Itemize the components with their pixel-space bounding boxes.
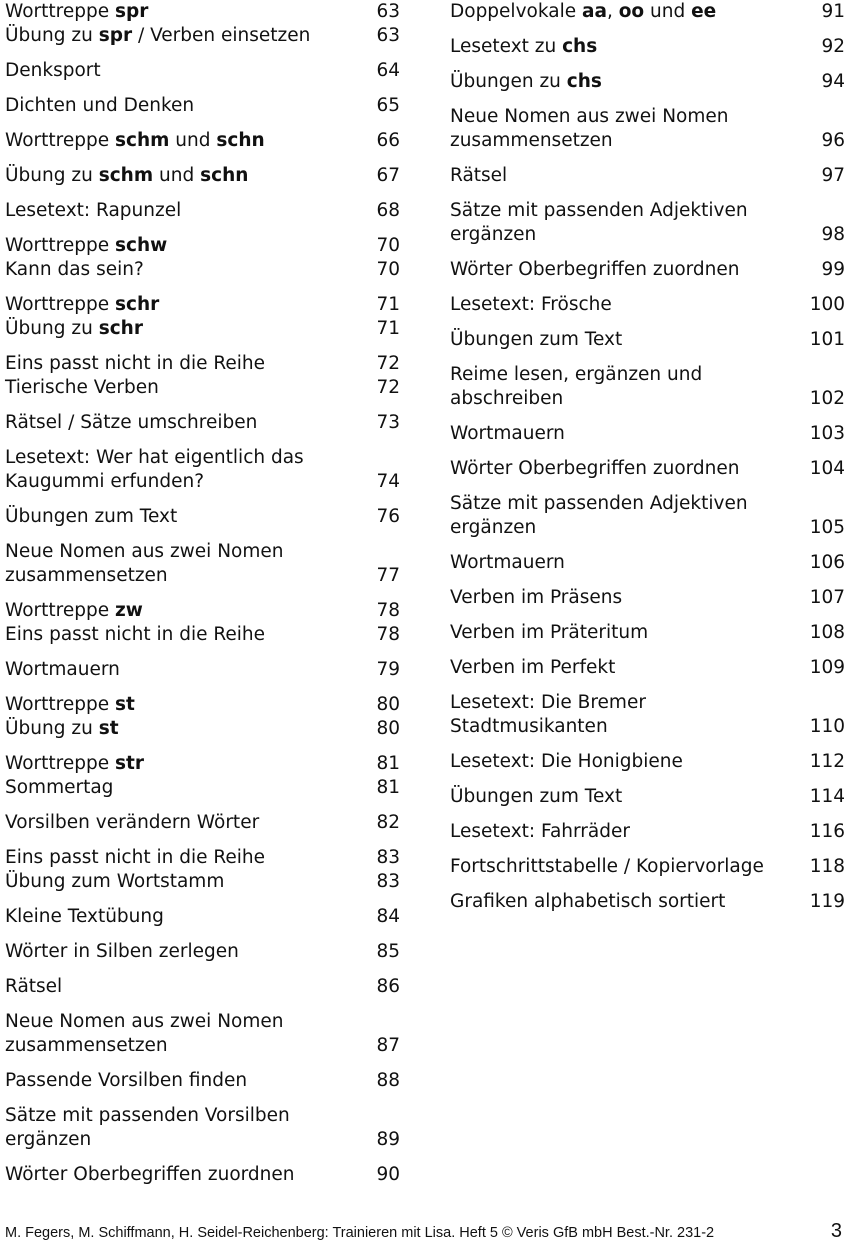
toc-entry bbox=[5, 905, 400, 929]
toc-entry-title bbox=[450, 656, 810, 680]
toc-entry-page: 79 bbox=[376, 659, 400, 680]
toc-entry-title bbox=[450, 0, 821, 24]
toc-entry bbox=[450, 551, 845, 575]
toc-entry-title bbox=[450, 363, 810, 411]
toc-entry-page: 112 bbox=[809, 751, 845, 772]
toc-entry bbox=[5, 752, 400, 776]
toc-entry-title-part: Rätsel / Sätze umschreiben bbox=[5, 412, 258, 433]
toc-entry-title-part: Sommertag bbox=[5, 777, 114, 798]
toc-entry-page: 70 bbox=[376, 235, 400, 256]
toc-entry-page: 73 bbox=[376, 412, 400, 433]
toc-entry-page: 71 bbox=[376, 318, 400, 339]
toc-entry-title-bold: schn bbox=[200, 165, 249, 186]
toc-entry-title-part: Lesetext zu bbox=[450, 36, 563, 57]
toc-entry-title-part: Lesetext: Die Bremer Stadtmusikanten bbox=[450, 692, 646, 737]
toc-entry bbox=[5, 599, 400, 623]
toc-entry-title-part: Worttreppe bbox=[5, 694, 115, 715]
toc-entry-page: 99 bbox=[821, 259, 845, 280]
toc-entry bbox=[5, 234, 400, 258]
toc-entry bbox=[450, 422, 845, 446]
toc-entry-title bbox=[450, 621, 810, 645]
toc-entry bbox=[5, 317, 400, 341]
toc-entry bbox=[5, 293, 400, 317]
toc-entry bbox=[5, 352, 400, 376]
toc-entry bbox=[5, 776, 400, 800]
toc-entry-title-part: Rätsel bbox=[5, 976, 63, 997]
toc-entry bbox=[450, 457, 845, 481]
toc-entry bbox=[5, 164, 400, 188]
toc-entry-page: 100 bbox=[809, 294, 845, 315]
toc-entry-page: 119 bbox=[809, 891, 845, 912]
toc-entry-title bbox=[5, 411, 376, 435]
toc-entry-page: 105 bbox=[809, 517, 845, 538]
toc-entry bbox=[450, 164, 845, 188]
toc-entry-page: 72 bbox=[376, 377, 400, 398]
toc-entry-title-bold: ee bbox=[691, 1, 717, 22]
toc-entry-title bbox=[5, 199, 376, 223]
toc-entry-title-part: Lesetext: Rapunzel bbox=[5, 200, 182, 221]
toc-entry-title-part: Wortmauern bbox=[450, 423, 565, 444]
toc-entry-title bbox=[5, 599, 376, 623]
toc-column-right bbox=[450, 0, 845, 925]
toc-entry-page: 87 bbox=[376, 1035, 400, 1056]
toc-entry-title bbox=[5, 540, 376, 588]
toc-entry-title-part: , bbox=[606, 1, 619, 22]
toc-entry-page: 71 bbox=[376, 294, 400, 315]
toc-entry-title bbox=[450, 258, 821, 282]
toc-entry-title-part: Eins passt nicht in die Reihe bbox=[5, 624, 266, 645]
toc-entry bbox=[450, 492, 845, 540]
toc-entry-title bbox=[5, 940, 376, 964]
toc-entry-title bbox=[5, 1163, 376, 1187]
toc-entry-title-part: Passende Vorsilben finden bbox=[5, 1070, 248, 1091]
toc-entry-title bbox=[5, 234, 376, 258]
toc-entry-page: 109 bbox=[809, 657, 845, 678]
toc-entry-title-part: Sätze mit passenden Adjektiven ergänzen bbox=[450, 493, 748, 538]
toc-entry-title bbox=[450, 199, 821, 247]
toc-entry-page: 66 bbox=[376, 130, 400, 151]
toc-entry bbox=[5, 59, 400, 83]
toc-entry-title bbox=[5, 975, 376, 999]
toc-entry-title bbox=[5, 905, 376, 929]
toc-entry-title bbox=[5, 1069, 376, 1093]
toc-entry-title-part: Neue Nomen aus zwei Nomen zusammensetzen bbox=[5, 1011, 284, 1056]
toc-entry bbox=[5, 658, 400, 682]
toc-entry-page: 84 bbox=[376, 906, 400, 927]
toc-entry-page: 108 bbox=[809, 622, 845, 643]
toc-entry-page: 107 bbox=[809, 587, 845, 608]
toc-entry-page: 90 bbox=[376, 1164, 400, 1185]
toc-entry bbox=[450, 586, 845, 610]
toc-entry-page: 91 bbox=[821, 1, 845, 22]
toc-entry-title bbox=[5, 505, 376, 529]
toc-entry-title-part: Wörter Oberbegriffen zuordnen bbox=[5, 1164, 295, 1185]
toc-entry bbox=[450, 35, 845, 59]
toc-entry-title-part: Wortmauern bbox=[450, 552, 565, 573]
toc-entry-page: 86 bbox=[376, 976, 400, 997]
toc-entry-title-part: Verben im Präteritum bbox=[450, 622, 649, 643]
toc-entry-title-bold: chs bbox=[566, 71, 602, 92]
toc-entry-page: 92 bbox=[821, 36, 845, 57]
toc-entry-title-part: Dichten und Denken bbox=[5, 95, 195, 116]
toc-entry-title bbox=[5, 811, 376, 835]
toc-entry-page: 110 bbox=[809, 716, 845, 737]
toc-entry-title bbox=[5, 846, 376, 870]
toc-entry-page: 96 bbox=[821, 130, 845, 151]
toc-entry-page: 94 bbox=[821, 71, 845, 92]
toc-entry-title bbox=[450, 35, 821, 59]
toc-entry-page: 97 bbox=[821, 165, 845, 186]
toc-entry-title-part: Wortmauern bbox=[5, 659, 120, 680]
toc-entry-title-part: Lesetext: Frösche bbox=[450, 294, 612, 315]
page-footer bbox=[5, 1220, 842, 1243]
toc-entry-page: 83 bbox=[376, 871, 400, 892]
toc-entry-title bbox=[450, 422, 810, 446]
toc-entry-title-part: Lesetext: Die Honigbiene bbox=[450, 751, 683, 772]
toc-entry bbox=[450, 785, 845, 809]
toc-entry-page: 104 bbox=[809, 458, 845, 479]
toc-entry-title bbox=[5, 59, 376, 83]
toc-entry-title bbox=[450, 750, 810, 774]
toc-entry-page: 103 bbox=[809, 423, 845, 444]
toc-entry-title-part: Kleine Textübung bbox=[5, 906, 164, 927]
toc-entry-title-part: Grafiken alphabetisch sortiert bbox=[450, 891, 726, 912]
page-number: 3 bbox=[830, 1220, 842, 1242]
toc-entry bbox=[450, 656, 845, 680]
toc-entry-title-part: Rätsel bbox=[450, 165, 508, 186]
toc-entry-title-part: Tierische Verben bbox=[5, 377, 159, 398]
toc-entry-title-part: Lesetext: Fahrräder bbox=[450, 821, 630, 842]
toc-entry-title bbox=[450, 820, 810, 844]
toc-entry-page: 70 bbox=[376, 259, 400, 280]
toc-entry bbox=[450, 750, 845, 774]
toc-entry-title-bold: schr bbox=[98, 318, 143, 339]
toc-entry-title-part: Übung zu bbox=[5, 318, 99, 339]
toc-entry bbox=[5, 540, 400, 588]
toc-entry-page: 63 bbox=[376, 1, 400, 22]
toc-entry-title bbox=[5, 752, 376, 776]
toc-entry-title bbox=[5, 446, 376, 494]
toc-entry bbox=[5, 258, 400, 282]
toc-entry-title bbox=[5, 129, 376, 153]
toc-entry bbox=[5, 1163, 400, 1187]
toc-entry bbox=[5, 870, 400, 894]
toc-entry-title bbox=[5, 94, 376, 118]
toc-entry-title-bold: schn bbox=[216, 130, 265, 151]
toc-entry-title bbox=[5, 317, 376, 341]
toc-entry-page: 81 bbox=[376, 753, 400, 774]
footer-meta: M. Fegers, M. Schiffmann, H. Seidel-Reichenberg: Trainieren mit Lisa. Heft 5 © Veris GfB mbH Best.-Nr. 231-2 bbox=[5, 1225, 715, 1241]
toc-entry-title-part: Wörter in Silben zerlegen bbox=[5, 941, 239, 962]
toc-entry bbox=[450, 293, 845, 317]
toc-entry-title bbox=[450, 586, 810, 610]
toc-entry-title-part: Worttreppe bbox=[5, 294, 115, 315]
toc-entry-page: 82 bbox=[376, 812, 400, 833]
toc-entry bbox=[5, 623, 400, 647]
toc-entry bbox=[450, 258, 845, 282]
toc-entry-title bbox=[450, 551, 810, 575]
toc-entry-title-bold: st bbox=[98, 718, 119, 739]
toc-entry-title bbox=[5, 623, 376, 647]
toc-entry-title-part: Übung zum Wortstamm bbox=[5, 871, 225, 892]
toc-entry-title-part: Wörter Oberbegriffen zuordnen bbox=[450, 259, 740, 280]
toc-entry-title-part: Neue Nomen aus zwei Nomen zusammensetzen bbox=[5, 541, 284, 586]
toc-entry-page: 101 bbox=[809, 329, 845, 350]
toc-entry bbox=[5, 24, 400, 48]
toc-entry-title bbox=[450, 492, 810, 540]
toc-entry bbox=[450, 199, 845, 247]
toc-entry-title-part: Worttreppe bbox=[5, 753, 115, 774]
toc-entry-title bbox=[450, 328, 810, 352]
toc-entry-page: 81 bbox=[376, 777, 400, 798]
toc-entry bbox=[5, 446, 400, 494]
toc-entry-title-bold: schr bbox=[114, 294, 160, 315]
toc-entry-title-part: Doppelvokale bbox=[450, 1, 582, 22]
toc-entry-title-part: Reime lesen, ergänzen und abschreiben bbox=[450, 364, 703, 409]
toc-entry bbox=[450, 0, 845, 24]
toc-entry-title-bold: zw bbox=[114, 600, 143, 621]
toc-entry-title-part: Übungen zu bbox=[450, 71, 567, 92]
toc-entry-title bbox=[5, 24, 376, 48]
toc-entry bbox=[5, 1010, 400, 1058]
toc-entry bbox=[450, 820, 845, 844]
toc-entry-title-part: Vorsilben verändern Wörter bbox=[5, 812, 260, 833]
toc-entry-title bbox=[5, 717, 376, 741]
toc-entry-page: 102 bbox=[809, 388, 845, 409]
toc-entry-page: 65 bbox=[376, 95, 400, 116]
toc-entry-page: 78 bbox=[376, 600, 400, 621]
toc-entry bbox=[5, 940, 400, 964]
toc-entry bbox=[450, 70, 845, 94]
toc-entry-page: 67 bbox=[376, 165, 400, 186]
toc-entry-title-bold: spr bbox=[114, 1, 149, 22]
toc-entry bbox=[5, 975, 400, 999]
toc-entry bbox=[5, 693, 400, 717]
toc-entry-page: 98 bbox=[821, 224, 845, 245]
toc-entry bbox=[450, 855, 845, 879]
toc-entry-page: 114 bbox=[809, 786, 845, 807]
toc-entry-title-part: Worttreppe bbox=[5, 1, 115, 22]
toc-entry-title-bold: spr bbox=[98, 25, 133, 46]
toc-entry-title-part: Neue Nomen aus zwei Nomen zusammensetzen bbox=[450, 106, 729, 151]
toc-entry bbox=[5, 199, 400, 223]
toc-entry-title-bold: aa bbox=[581, 1, 607, 22]
toc-entry-title bbox=[450, 855, 810, 879]
toc-entry-title-part: Sätze mit passenden Adjektiven ergänzen bbox=[450, 200, 748, 245]
toc-entry bbox=[5, 376, 400, 400]
toc-entry-page: 77 bbox=[376, 565, 400, 586]
toc-entry-title bbox=[450, 691, 810, 739]
toc-entry-title-bold: schm bbox=[114, 130, 170, 151]
toc-entry-title-part: Eins passt nicht in die Reihe bbox=[5, 353, 266, 374]
toc-entry-page: 74 bbox=[376, 471, 400, 492]
toc-entry-page: 80 bbox=[376, 718, 400, 739]
toc-entry-title bbox=[450, 890, 810, 914]
toc-entry-title-part: Lesetext: Wer hat eigentlich das Kaugummi erfunden? bbox=[5, 447, 304, 492]
toc-entry-title-part: Übung zu bbox=[5, 25, 99, 46]
toc-entry bbox=[450, 621, 845, 645]
toc-entry-title-part: und bbox=[169, 130, 217, 151]
toc-entry-title-part: Worttreppe bbox=[5, 600, 115, 621]
toc-entry-title-part: Verben im Perfekt bbox=[450, 657, 616, 678]
toc-entry-title bbox=[450, 293, 810, 317]
toc-entry-title-part: Kann das sein? bbox=[5, 259, 144, 280]
toc-entry-title-part: / Verben einsetzen bbox=[132, 25, 311, 46]
toc-entry bbox=[5, 1104, 400, 1152]
toc-entry-title-bold: schw bbox=[114, 235, 168, 256]
toc-entry-title-part: Verben im Präsens bbox=[450, 587, 623, 608]
toc-entry-title-part: und bbox=[644, 1, 692, 22]
toc-entry-title-part: Wörter Oberbegriffen zuordnen bbox=[450, 458, 740, 479]
toc-entry-title-part: Übungen zum Text bbox=[450, 786, 623, 807]
toc-entry bbox=[5, 1069, 400, 1093]
toc-entry-page: 88 bbox=[376, 1070, 400, 1091]
toc-entry bbox=[5, 505, 400, 529]
toc-entry-title-part: Sätze mit passenden Vorsilben ergänzen bbox=[5, 1105, 290, 1150]
toc-entry bbox=[5, 811, 400, 835]
toc-entry-title-bold: oo bbox=[618, 1, 645, 22]
toc-entry-title bbox=[5, 258, 376, 282]
toc-entry-title bbox=[5, 1104, 376, 1152]
toc-entry-title-part: und bbox=[153, 165, 201, 186]
toc-entry-title-part: Eins passt nicht in die Reihe bbox=[5, 847, 266, 868]
toc-entry-page: 106 bbox=[809, 552, 845, 573]
toc-entry bbox=[450, 691, 845, 739]
toc-entry-title-part: Übungen zum Text bbox=[450, 329, 623, 350]
toc-entry-title-part: Fortschrittstabelle / Kopiervorlage bbox=[450, 856, 764, 877]
toc-entry-title bbox=[5, 293, 376, 317]
toc-entry-page: 83 bbox=[376, 847, 400, 868]
toc-entry-page: 89 bbox=[376, 1129, 400, 1150]
toc-entry-title-part: Worttreppe bbox=[5, 235, 115, 256]
toc-entry-page: 80 bbox=[376, 694, 400, 715]
toc-entry-title-bold: str bbox=[114, 753, 144, 774]
toc-entry-page: 68 bbox=[376, 200, 400, 221]
toc-entry-title-part: Übungen zum Text bbox=[5, 506, 178, 527]
toc-entry-title-bold: schm bbox=[98, 165, 154, 186]
toc-entry-title bbox=[5, 352, 376, 376]
toc-entry bbox=[5, 0, 400, 24]
toc-entry-title bbox=[5, 1010, 376, 1058]
toc-entry-page: 63 bbox=[376, 25, 400, 46]
toc-entry-title bbox=[5, 164, 376, 188]
toc-entry bbox=[450, 890, 845, 914]
toc-entry-title bbox=[5, 0, 376, 24]
toc-entry bbox=[450, 105, 845, 153]
toc-entry-title bbox=[450, 164, 821, 188]
toc-entry bbox=[5, 846, 400, 870]
toc-entry-title bbox=[450, 785, 810, 809]
toc-entry-page: 85 bbox=[376, 941, 400, 962]
toc-entry-title-bold: st bbox=[114, 694, 135, 715]
toc-entry bbox=[450, 363, 845, 411]
toc-entry-page: 116 bbox=[809, 821, 845, 842]
toc-entry-title bbox=[450, 70, 821, 94]
toc-entry-page: 118 bbox=[809, 856, 845, 877]
toc-entry bbox=[5, 129, 400, 153]
toc-entry-title bbox=[5, 776, 376, 800]
toc-column-left bbox=[5, 0, 400, 1198]
toc-entry bbox=[450, 328, 845, 352]
toc-entry-title-part: Denksport bbox=[5, 60, 101, 81]
toc-entry-title-part: Übung zu bbox=[5, 165, 99, 186]
toc-entry bbox=[5, 717, 400, 741]
toc-entry-title-bold: chs bbox=[562, 36, 598, 57]
toc-entry-title bbox=[450, 457, 810, 481]
toc-entry bbox=[5, 411, 400, 435]
toc-entry-title bbox=[450, 105, 821, 153]
toc-entry-page: 64 bbox=[376, 60, 400, 81]
toc-entry-title bbox=[5, 376, 376, 400]
toc-entry-title-part: Übung zu bbox=[5, 718, 99, 739]
toc-entry-title bbox=[5, 658, 376, 682]
toc-entry-page: 76 bbox=[376, 506, 400, 527]
toc-entry-page: 78 bbox=[376, 624, 400, 645]
toc-entry-page: 72 bbox=[376, 353, 400, 374]
toc-entry-title bbox=[5, 693, 376, 717]
toc-entry-title bbox=[5, 870, 376, 894]
toc-entry-title-part: Worttreppe bbox=[5, 130, 115, 151]
toc-entry bbox=[5, 94, 400, 118]
